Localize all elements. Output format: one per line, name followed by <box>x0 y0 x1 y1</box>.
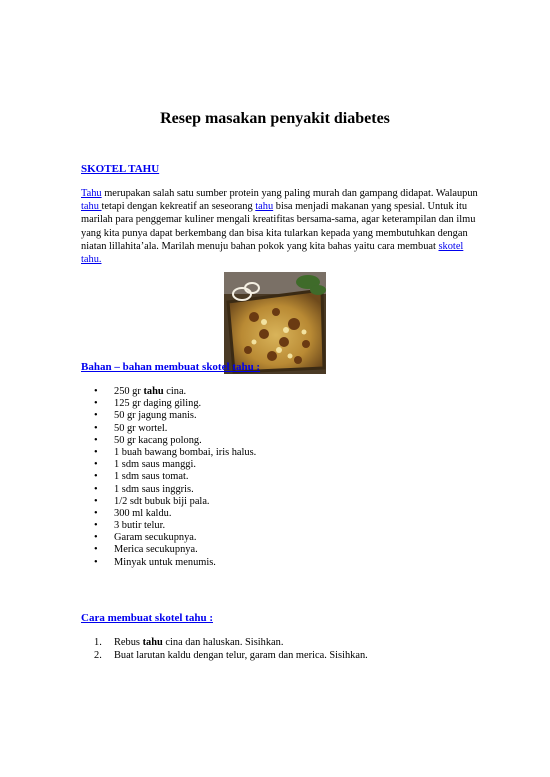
step-number: 2. <box>94 650 102 661</box>
bullet-icon: • <box>94 495 98 507</box>
tahu-link-2[interactable]: tahu <box>81 201 102 213</box>
step-text: Rebus <box>114 637 143 648</box>
list-item <box>81 532 256 544</box>
ingredient-text: 125 gr daging giling. <box>114 398 202 410</box>
intro-paragraph <box>81 187 481 266</box>
list-item <box>81 435 256 447</box>
list-item <box>81 649 368 662</box>
step-bold: tahu <box>142 637 163 648</box>
skotel-tahu-photo <box>224 272 326 374</box>
list-item <box>81 447 256 459</box>
ingredient-text: Garam secukupnya. <box>114 532 197 544</box>
step-number: 1. <box>94 637 102 648</box>
list-item <box>81 508 256 520</box>
tahu-link-3[interactable]: tahu <box>255 201 274 213</box>
bullet-icon: • <box>94 410 98 422</box>
list-item <box>81 496 256 508</box>
list-item <box>81 484 256 496</box>
bullet-icon: • <box>94 386 98 397</box>
list-item <box>81 557 256 569</box>
ingredient-text: 300 ml kaldu. <box>114 507 172 519</box>
ingredient-text: Merica secukupnya. <box>114 544 198 556</box>
bullet-icon: • <box>94 532 98 544</box>
bullet-icon: • <box>94 434 98 446</box>
ingredient-text: 1 sdm saus tomat. <box>114 471 189 483</box>
list-item <box>81 398 256 410</box>
list-item <box>81 459 256 471</box>
intro-text-2: tetapi dengan kekreatif an seseorang <box>101 201 256 213</box>
page-title: Resep masakan penyakit diabetes <box>160 110 390 127</box>
list-item <box>81 636 368 649</box>
ingredients-heading-link[interactable]: Bahan – bahan membuat skotel tahu : <box>81 361 261 373</box>
bullet-icon: • <box>94 520 98 532</box>
list-item <box>81 423 256 435</box>
ingredient-text-end: cina. <box>163 386 187 397</box>
bullet-icon: • <box>94 507 98 519</box>
bullet-icon: • <box>94 422 98 434</box>
ingredient-text: 50 gr wortel. <box>114 422 168 434</box>
list-item <box>81 386 256 398</box>
intro-text-3: bisa menjadi makanan yang spesial. Untuk itu marilah para penggemar kuliner mengali kreatifitas bersama-sama, agar keterampilan dan ilmu yang kita punya dapat berkembang dan bisa kita tularkan kepada yang membutuhkan dengan niatan lillahita’ala. Marilah menuju bahan pokok yang kita bahas yaitu cara membuat <box>81 201 476 252</box>
list-item <box>81 471 256 483</box>
intro-text-1: merupakan salah satu sumber protein yang paling murah dan gampang didapat. Walaupun <box>101 188 478 199</box>
ingredient-text: 50 gr jagung manis. <box>114 410 197 422</box>
ingredient-text: 250 gr <box>114 386 144 397</box>
section-link-skotel-tahu[interactable]: SKOTEL TAHU <box>81 163 160 175</box>
bullet-icon: • <box>94 459 98 471</box>
ingredient-text: 1 buah bawang bombai, iris halus. <box>114 446 257 458</box>
bullet-icon: • <box>94 556 98 568</box>
step-text: Buat larutan kaldu dengan telur, garam dan merica. Sisihkan. <box>114 650 368 661</box>
step-text-end: cina dan haluskan. Sisihkan. <box>162 637 284 648</box>
ingredients-list <box>81 386 256 569</box>
list-item <box>81 544 256 556</box>
list-item <box>81 520 256 532</box>
tahu-link-1[interactable]: Tahu <box>81 188 102 199</box>
bullet-icon: • <box>94 398 98 410</box>
bullet-icon: • <box>94 446 98 458</box>
steps-heading-link[interactable]: Cara membuat skotel tahu : <box>81 612 213 624</box>
ingredient-text: 50 gr kacang polong. <box>114 434 202 446</box>
ingredient-bold: tahu <box>143 386 164 397</box>
ingredient-text: 3 butir telur. <box>114 520 166 532</box>
ingredient-text: 1/2 sdt bubuk biji pala. <box>114 495 210 507</box>
skotel-tahu-link[interactable]: skotel tahu. <box>81 240 464 266</box>
bullet-icon: • <box>94 483 98 495</box>
ingredient-text: 1 sdm saus manggi. <box>114 459 196 471</box>
ingredient-text: Minyak untuk menumis. <box>114 556 216 568</box>
ingredient-text: 1 sdm saus inggris. <box>114 483 194 495</box>
steps-list <box>81 636 368 662</box>
bullet-icon: • <box>94 471 98 483</box>
bullet-icon: • <box>94 544 98 556</box>
list-item <box>81 410 256 422</box>
